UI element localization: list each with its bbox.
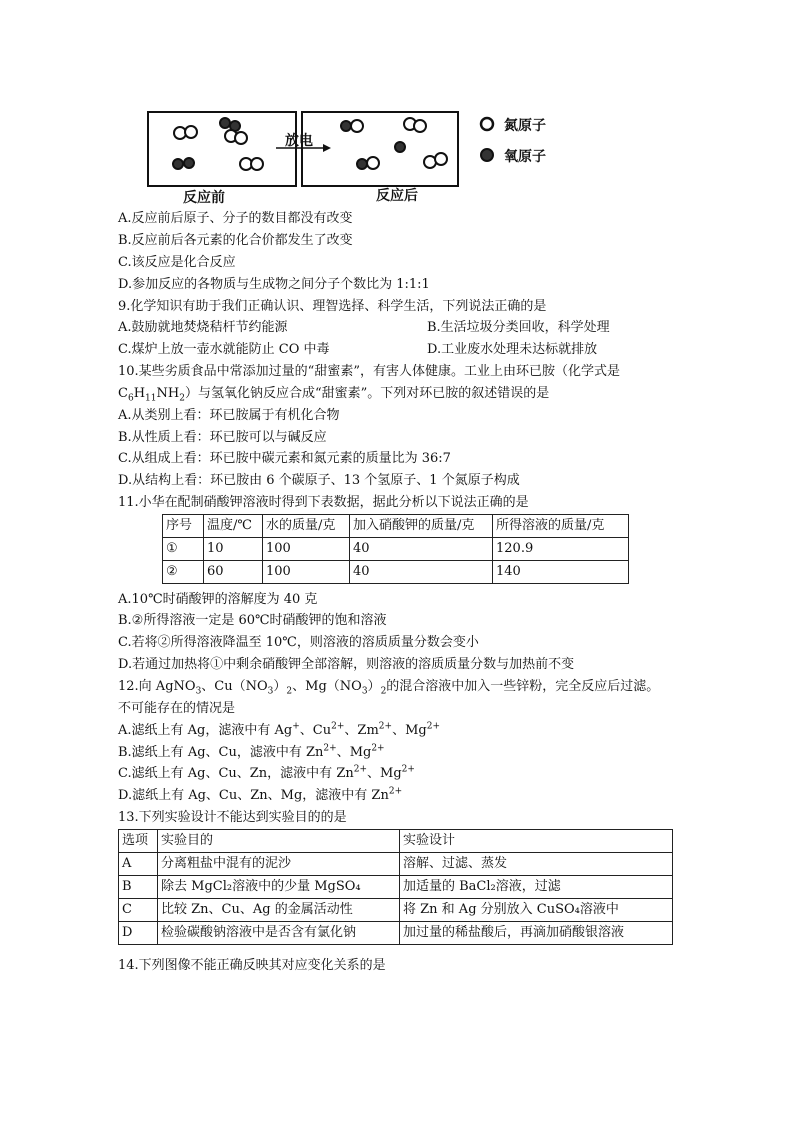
table-cell: 100 [263, 538, 350, 561]
table-cell: 将 Zn 和 Ag 分别放入 CuSO₄溶液中 [400, 899, 673, 922]
after-label: 反应后 [376, 188, 418, 204]
q10-option-a: A.从类别上看：环已胺属于有机化合物 [118, 408, 340, 423]
q10-option-c: C.从组成上看：环已胺中碳元素和氮元素的质量比为 36:7 [118, 451, 451, 466]
table-header-cell: 实验设计 [400, 830, 673, 853]
before-molecules [173, 118, 263, 170]
table-cell: A [119, 853, 158, 876]
hollow-circle-icon [481, 118, 493, 130]
table-header-row [119, 830, 673, 853]
q12-stem-line1: 12.向 AgNO$_3$、$Cu(NO_3)_2$、$Mg(NO_3)_2$的混合溶液中加入一些锌粉，完全反应后过滤。 [118, 679, 660, 697]
table-cell: D [119, 922, 158, 945]
q9-option-a: A.鼓励就地焚烧秸杆节约能源 [118, 320, 288, 335]
q8-option-a: A.反应前后原子、分子的数目都没有改变 [118, 211, 353, 226]
q11-option-d: D.若通过加热将①中剩余硝酸钾全部溶解，则溶液的溶质质量分数与加热前不变 [118, 657, 575, 672]
table-cell: 加过量的稀盐酸后，再滴加硝酸银溶液 [400, 922, 673, 945]
q11-option-b: B.②所得溶液一定是 60℃时硝酸钾的饱和溶液 [118, 613, 387, 628]
table-row [119, 922, 673, 945]
q11-table [162, 514, 629, 584]
q11-stem: 11.小华在配制硝酸钾溶液时得到下表数据，据此分析以下说法正确的是 [118, 495, 529, 510]
q12-option-b: B.滤纸上有 Ag、Cu，滤液中有 $Zn^{2+}$、$Mg^{2+}$ [118, 743, 385, 760]
arrow-label: 放电 [285, 133, 313, 149]
table-cell: B [119, 876, 158, 899]
arrow-icon [323, 144, 331, 152]
table-cell: 140 [493, 561, 629, 584]
table-cell: C [119, 899, 158, 922]
table-cell: 检验碳酸钠溶液中是否含有氯化钠 [158, 922, 400, 945]
table-header-cell: 序号 [163, 515, 204, 538]
q13-table [118, 829, 673, 945]
legend-oxygen-label: 氧原子 [504, 149, 546, 165]
table-row [163, 561, 629, 584]
before-label: 反应前 [183, 190, 225, 206]
q11-option-c: C.若将②所得溶液降温至 10℃，则溶液的溶质质量分数会变小 [118, 635, 479, 650]
q8-option-c: C.该反应是化合反应 [118, 255, 236, 270]
table-header-row [163, 515, 629, 538]
q10-stem-line2: $C_6H_{11}NH_2$）与氢氧化钠反应合成“甜蜜素”。下列对环已胺的叙述错误的是 [118, 386, 550, 404]
q12-option-d: D.滤纸上有 Ag、Cu、Zn、Mg，滤液中有 $Zn^{2+}$ [118, 786, 403, 803]
table-cell: 120.9 [493, 538, 629, 561]
table-cell: ② [163, 561, 204, 584]
table-cell: 加适量的 BaCl₂溶液，过滤 [400, 876, 673, 899]
table-header-cell: 水的质量/克 [263, 515, 350, 538]
q12-option-c: C.滤纸上有 Ag、Cu、Zn，滤液中有 $Zn^{2+}$、$Mg^{2+}$ [118, 764, 415, 781]
table-cell: 比较 Zn、Cu、Ag 的金属活动性 [158, 899, 400, 922]
q10-option-d: D.从结构上看：环已胺由 6 个碳原子、13 个氢原子、1 个氮原子构成 [118, 473, 520, 488]
table-row [119, 853, 673, 876]
table-cell: 40 [350, 538, 493, 561]
filled-circle-icon [481, 149, 493, 161]
q14-stem: 14.下列图像不能正确反映其对应变化关系的是 [118, 958, 386, 973]
table-cell: 溶解、过滤、蒸发 [400, 853, 673, 876]
legend-nitrogen-label: 氮原子 [504, 118, 546, 134]
table-row [119, 876, 673, 899]
table-cell: 分离粗盐中混有的泥沙 [158, 853, 400, 876]
q9-option-c: C.煤炉上放一壶水就能防止 CO 中毒 [118, 342, 330, 357]
table-header-cell: 选项 [119, 830, 158, 853]
table-row [163, 538, 629, 561]
table-cell: 100 [263, 561, 350, 584]
q8-option-b: B.反应前后各元素的化合价都发生了改变 [118, 233, 353, 248]
q13-stem: 13.下列实验设计不能达到实验目的的是 [118, 810, 347, 825]
q9-option-d: D.工业废水处理未达标就排放 [427, 342, 598, 357]
after-molecules [341, 118, 447, 169]
q9-option-b: B.生活垃圾分类回收，科学处理 [427, 320, 610, 335]
q10-option-b: B.从性质上看：环已胺可以与碱反应 [118, 430, 327, 445]
q10-stem-line1: 10.某些劣质食品中常添加过量的“甜蜜素”，有害人体健康。工业上由环已胺（化学式是 [118, 364, 620, 379]
table-cell: 40 [350, 561, 493, 584]
table-cell: 60 [204, 561, 263, 584]
table-row [119, 899, 673, 922]
q12-option-a: A.滤纸上有 Ag，滤液中有 Ag+、$Cu^{2+}$、$Zm^{2+}$、$Mg^{2+}$ [118, 721, 440, 738]
table-cell: ① [163, 538, 204, 561]
table-header-cell: 温度/℃ [204, 515, 263, 538]
q9-stem: 9.化学知识有助于我们正确认识、理智选择、科学生活，下列说法正确的是 [118, 299, 547, 314]
q12-stem-line2: 不可能存在的情况是 [118, 701, 236, 716]
table-header-cell: 实验目的 [158, 830, 400, 853]
table-header-cell: 所得溶液的质量/克 [493, 515, 629, 538]
q8-option-d: D.参加反应的各物质与生成物之间分子个数比为 1:1:1 [118, 277, 430, 292]
table-header-cell: 加入硝酸钾的质量/克 [350, 515, 493, 538]
table-cell: 除去 MgCl₂溶液中的少量 MgSO₄ [158, 876, 400, 899]
q11-option-a: A.10℃时硝酸钾的溶解度为 40 克 [118, 592, 318, 607]
table-cell: 10 [204, 538, 263, 561]
